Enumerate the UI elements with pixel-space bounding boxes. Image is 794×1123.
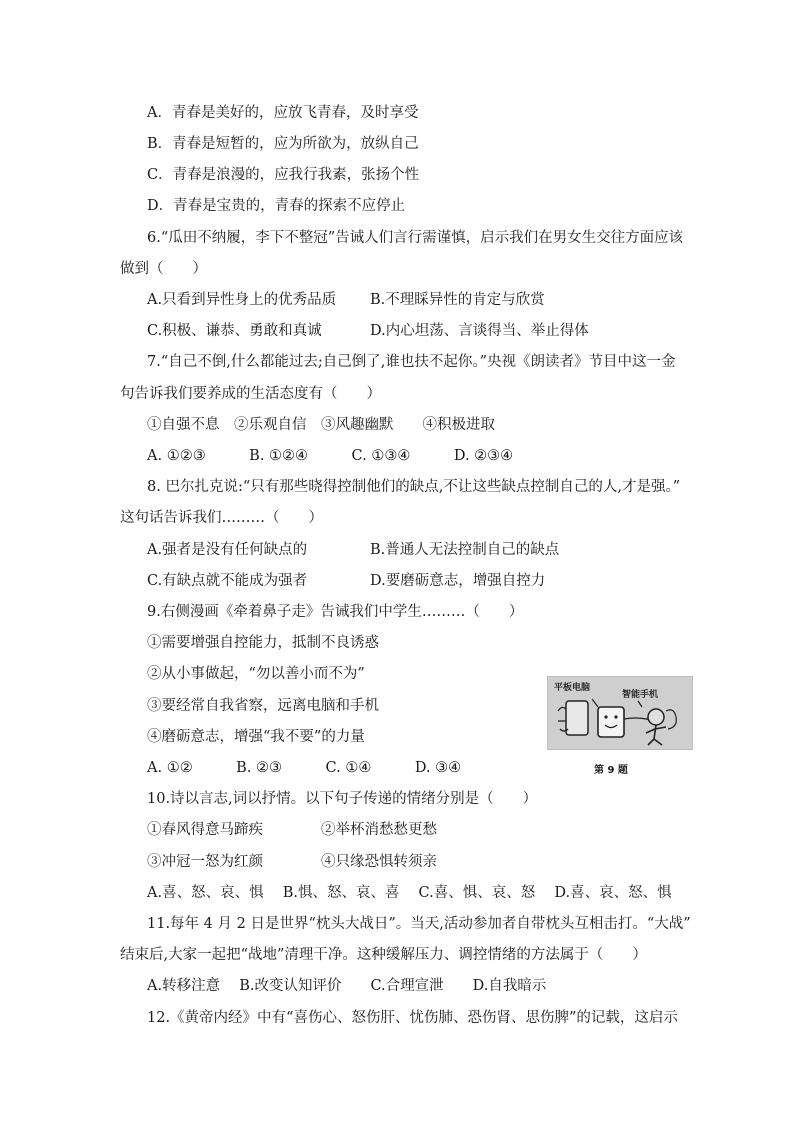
q9-item-3: ③要经常自我省察，远离电脑和手机 <box>147 698 379 714</box>
q7-stem-cont: 句告诉我们要养成的生活态度有（ ） <box>120 386 381 402</box>
q11-options: A.转移注意 B.改变认知评价 C.合理宣泄 D.自我暗示 <box>147 978 547 994</box>
comic-label-phone: 智能手机 <box>622 690 659 700</box>
q9-stem: 9.右侧漫画《牵着鼻子走》告诫我们中学生………（ ） <box>147 604 524 620</box>
q8-option-d: D.要磨砺意志，增强自控力 <box>370 573 546 589</box>
q9-item-4: ④磨砺意志，增强“我不要”的力量 <box>147 729 365 745</box>
comic-caption: 第 9 题 <box>594 765 628 776</box>
q10-stem: 10.诗以言志,词以抒情。以下句子传递的情绪分别是（ ） <box>147 791 538 807</box>
q9-item-1: ①需要增强自控能力，抵制不良诱惑 <box>147 635 379 651</box>
q6-stem: 6.“瓜田不纳履，李下不整冠”告诫人们言行需谨慎，启示我们在男女生交往方面应该 <box>147 230 684 246</box>
q5-option-d: D．青春是宝贵的，青春的探索不应停止 <box>147 198 406 214</box>
q9-item-2: ②从小事做起，“勿以善小而不为” <box>147 666 365 682</box>
q8-option-c: C.有缺点就不能成为强者 <box>147 573 308 589</box>
q12-stem: 12.《黄帝内经》中有“喜伤心、怒伤肝、忧伤肺、恐伤肾、思伤脾”的记载，这启示 <box>147 1010 678 1026</box>
q8-option-b: B.普通人无法控制自己的缺点 <box>370 542 560 558</box>
q10-options: A.喜、怒、哀、惧 B.惧、怒、哀、喜 C.喜、惧、哀、怒 D.喜、哀、怒、惧 <box>147 885 672 901</box>
q7-options: A. ①②③ B. ①②④ C. ①③④ D. ②③④ <box>147 448 514 464</box>
q8-option-a: A.强者是没有任何缺点的 <box>147 542 308 558</box>
q7-items: ①自强不息 ②乐观自信 ③风趣幽默 ④积极进取 <box>147 417 495 433</box>
q10-items-3-4: ③冲冠一怒为红颜 ④只缘恐惧转须亲 <box>147 854 437 870</box>
comic-image <box>547 676 693 750</box>
q11-stem: 11.每年 4 月 2 日是世界“枕头大战日”。当天,活动参加者自带枕头互相击打。“大战” <box>147 916 691 932</box>
q6-option-a: A.只看到异性身上的优秀品质 <box>147 292 337 308</box>
q11-stem-cont: 结束后,大家一起把“战地”清理干净。这种缓解压力、调控情绪的方法属于（ ） <box>120 947 647 963</box>
q5-option-a: A．青春是美好的，应放飞青春，及时享受 <box>147 105 419 121</box>
q6-option-c: C.积极、谦恭、勇敢和真诚 <box>147 323 322 339</box>
q9-options: A. ①② B. ②③ C. ①④ D. ③④ <box>147 760 462 776</box>
comic-drawing <box>548 677 692 749</box>
q6-stem-cont: 做到（ ） <box>120 261 207 277</box>
q8-stem-cont: 这句话告诉我们………（ ） <box>120 510 323 526</box>
q5-option-c: C．青春是浪漫的，应我行我素，张扬个性 <box>147 167 420 183</box>
q5-option-b: B．青春是短暂的，应为所欲为，放纵自己 <box>147 136 419 152</box>
q7-stem: 7.“自己不倒,什么都能过去;自己倒了,谁也扶不起你。”央视《朗读者》节目中这一金 <box>147 354 676 370</box>
q8-stem: 8. 巴尔扎克说:“只有那些晓得控制他们的缺点,不让这些缺点控制自己的人,才是强。” <box>147 479 681 495</box>
comic-label-tablet: 平板电脑 <box>554 683 591 693</box>
q6-option-d: D.内心坦荡、言谈得当、举止得体 <box>370 323 589 339</box>
q10-items-1-2: ①春风得意马蹄疾 ②举杯消愁愁更愁 <box>147 822 437 838</box>
q6-option-b: B.不理睬异性的肯定与欣赏 <box>370 292 545 308</box>
